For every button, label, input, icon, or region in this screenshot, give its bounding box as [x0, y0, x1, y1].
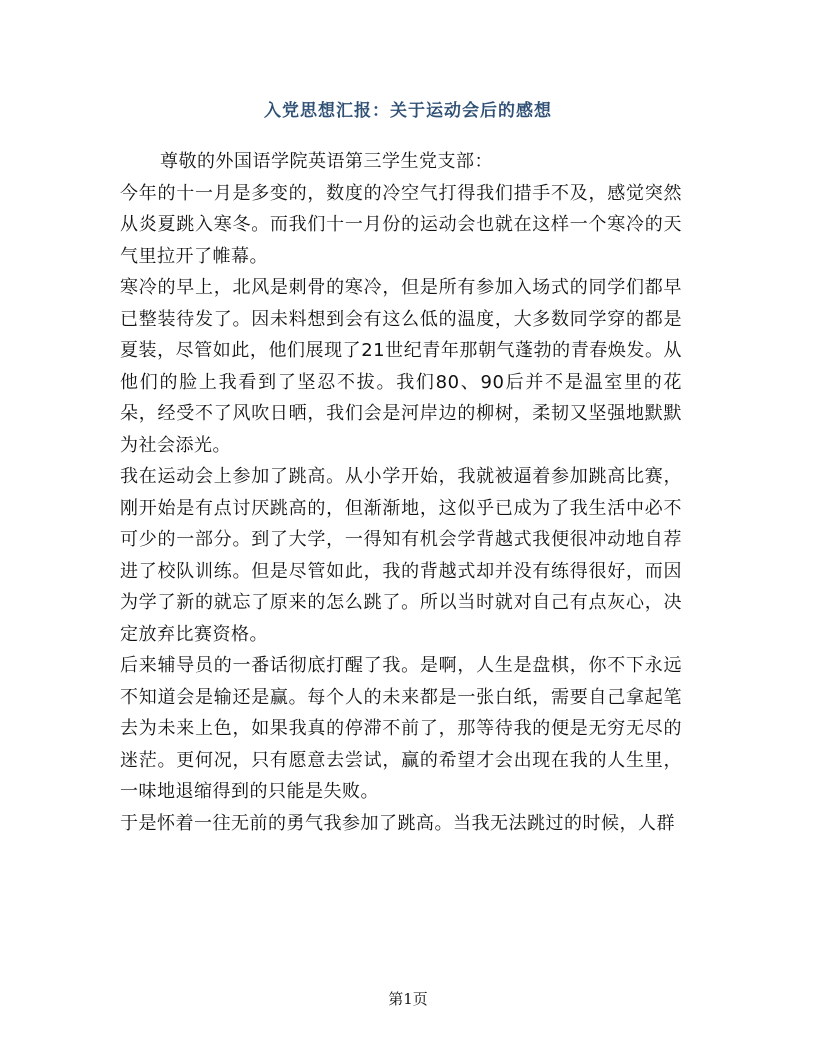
paragraph-4: 后来辅导员的一番话彻底打醒了我。是啊，人生是盘棋，你不下永远不知道会是输还是赢。每个人的未来都是一张白纸，需要自己拿起笔去为未来上色，如果我真的停滞不前了，那等待我的便是无穷无尽的迷茫。更何况，只有愿意去尝试，赢的希望才会出现在我的人生里，一味地退缩得到的只能是失败。: [120, 655, 682, 802]
page-number: 第1页: [388, 990, 428, 1008]
salutation: 尊敬的外国语学院英语第三学生党支部：: [160, 151, 493, 172]
paragraph-3: 我在运动会上参加了跳高。从小学开始，我就被逼着参加跳高比赛，刚开始是有点讨厌跳高的，但渐渐地，这似乎已成为了我生活中必不可少的一部分。到了大学，一得知有机会学背越式我便很冲动地自荐进了校队训练。但是尽管如此，我的背越式却并没有练得很好，而因为学了新的就忘了原来的怎么跳了。所以当时就对自己有点灰心，决定放弃比赛资格。: [120, 466, 682, 645]
document-title: 入党思想汇报：关于运动会后的感想: [264, 101, 552, 121]
document-body: [120, 146, 682, 839]
paragraph-5: 于是怀着一往无前的勇气我参加了跳高。当我无法跳过的时候，人群: [120, 812, 675, 834]
paragraph-2: 寒冷的早上，北风是刺骨的寒冷，但是所有参加入场式的同学们都早已整装待发了。因未料想到会有这么低的温度，大多数同学穿的都是夏装，尽管如此，他们展现了21世纪青年那朝气蓬勃的青春焕发。从他们的脸上我看到了坚忍不拔。我们80、90后并不是温室里的花朵，经受不了风吹日晒，我们会是河岸边的柳树，柔韧又坚强地默默为社会添光。: [120, 277, 682, 456]
paragraph-1: 今年的十一月是多变的，数度的冷空气打得我们措手不及，感觉突然从炎夏跳入寒冬。而我们十一月份的运动会也就在这样一个寒冷的天气里拉开了帷幕。: [120, 182, 682, 267]
